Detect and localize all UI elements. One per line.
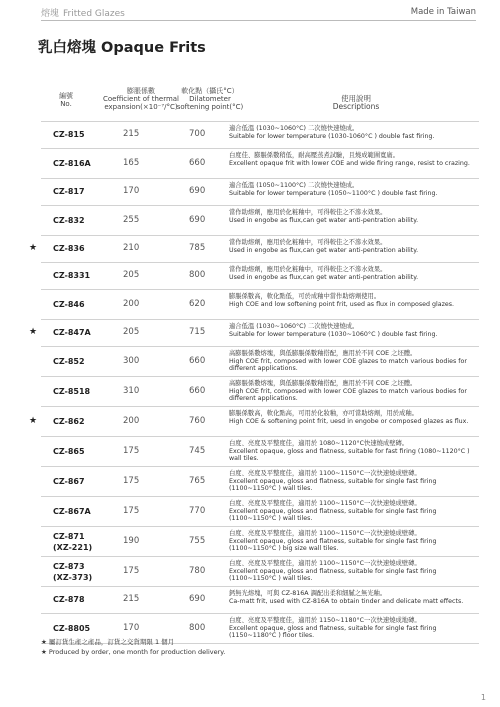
description-zh: 膨脹係數高，軟化點高，可用於化妝釉，亦可當助熔劑，用於成釉。: [229, 410, 418, 417]
frit-number: CZ-817: [53, 187, 85, 196]
description-en: High COE & softening point frit, uesd in engobe or composed glazes as flux.: [229, 417, 469, 425]
description: [229, 410, 475, 425]
description: [229, 266, 475, 281]
table-row: [41, 556, 479, 586]
frit-number: CZ-8805: [53, 623, 91, 633]
coe-value: 165: [123, 157, 140, 168]
table-row: [29, 319, 479, 346]
description-zh: 當作助熔劑，應用於化粧釉中，可得較佳之不滲水效果。: [229, 266, 387, 273]
table-row: [29, 235, 479, 262]
softening-point-value: 620: [189, 298, 206, 309]
frit-number: CZ-878: [53, 595, 85, 604]
description: [229, 560, 475, 583]
softening-point-value: 690: [189, 186, 206, 196]
coe-value: 310: [123, 385, 140, 396]
column-sp-en2: softening point(°C): [176, 103, 244, 111]
table-header: [41, 86, 479, 124]
category-en: Fritted Glazes: [63, 9, 125, 19]
description-zh: 高膨脹係數熔塊，與低膨脹係數釉搭配，應用於不同 COE 之坯體。: [229, 380, 417, 387]
column-header-no: [51, 92, 81, 108]
description-en: Suitable for lower temperature (1030-1060°C ) double fast firing.: [229, 132, 435, 140]
description-en: High COE frit, composed with lower COE glazes to match various bodies for different applications.: [229, 357, 467, 373]
softening-point-value: 765: [189, 475, 206, 486]
description-zh: 鈣無光熔塊，可與 CZ-816A 調配出柔和細膩之無光釉。: [229, 590, 387, 597]
description-en: Used in engobe as flux,can get water anti-pentration ability.: [229, 216, 419, 224]
softening-point-value: 745: [189, 445, 206, 456]
table-row: [41, 262, 479, 289]
description: [229, 350, 475, 373]
coe-value: 300: [123, 355, 140, 366]
table-row: [41, 289, 479, 319]
coe-value: 175: [123, 475, 140, 486]
table-row: [41, 526, 479, 556]
description: [229, 530, 475, 553]
frit-number: CZ-815: [53, 130, 85, 139]
description-en: Suitable for lower temperature (1050~1100°C ) double fast firing.: [229, 189, 438, 197]
coe-value: 205: [123, 327, 140, 337]
description-zh: 白度、亮度及平整度佳，適用於 1080~1120°C快速燒成壁磚。: [229, 440, 409, 447]
softening-point-value: 715: [189, 327, 206, 337]
description-zh: 適合低溫 (1030~1060°C) 二次燒快速燒成。: [229, 125, 359, 132]
description-en: Excellent opaque, gloss and flatness, suitable for single fast firing (1100~1150°C ) wall tiles.: [229, 507, 437, 523]
table-row: [41, 148, 479, 178]
description-zh: 白度、亮度及平整度佳，適用於 1100~1150°C一次快速燒成壁磚。: [229, 500, 421, 507]
frit-number: CZ-871 (XZ-221): [53, 531, 93, 552]
description-zh: 高膨脹係數熔塊，與低膨脹係數釉搭配，應用於不同 COE 之坯體。: [229, 350, 417, 357]
column-coe-en1: Coefficient of thermal: [102, 95, 180, 103]
order-star-icon: ★: [29, 243, 38, 253]
coe-value: 200: [123, 415, 140, 426]
softening-point-value: 700: [189, 129, 206, 139]
frit-number: CZ-847A: [53, 328, 91, 337]
coe-value: 215: [123, 129, 140, 139]
category-zh: 熔塊: [41, 9, 60, 19]
column-header-softening-point: [161, 87, 259, 111]
coe-value: 175: [123, 565, 140, 576]
column-no-zh: 編號: [59, 92, 73, 100]
page-title: 乳白熔塊 Opaque Frits: [38, 40, 206, 56]
description: [229, 617, 475, 640]
description-en: High COE frit, composed with lower COE glazes to match various bodies for different applications.: [229, 387, 467, 403]
table-row: [41, 346, 479, 376]
table-row: [41, 496, 479, 526]
softening-point-value: 660: [189, 385, 206, 396]
description: [229, 470, 475, 493]
softening-point-value: 690: [189, 214, 206, 225]
page-header: [0, 0, 500, 20]
table-row: [41, 205, 479, 235]
description: [229, 125, 475, 140]
table-row: [41, 466, 479, 496]
column-header-description: [261, 95, 451, 111]
description: [229, 182, 475, 197]
description: [229, 293, 475, 308]
table-row: [41, 178, 479, 205]
frit-number: CZ-816A: [53, 158, 91, 168]
description-zh: 適合低溫 (1050~1100°C) 二次燒快速燒成。: [229, 182, 359, 189]
column-desc-zh: 使用說明: [341, 94, 371, 103]
description-zh: 膨脹係數高，軟化點低，可於成釉中當作助熔劑使用。: [229, 293, 381, 300]
description-en: Excellent opaque, gloss and flatness, suitable for single fast firing (1100~1150°C ) wall tiles.: [229, 477, 437, 493]
coe-value: 170: [123, 622, 140, 633]
softening-point-value: 690: [189, 594, 206, 604]
description-zh: 當作助熔劑，應用於化粧釉中，可得較佳之不滲水效果。: [229, 239, 387, 246]
category-label: [41, 6, 125, 19]
description: [229, 323, 475, 338]
column-sp-en1: Dilatometer: [189, 95, 231, 103]
column-sp-zh: 軟化點（攝氏°C）: [181, 87, 239, 95]
description-en: Suitable for lower temperature (1030~1060°C ) double fast firing.: [229, 330, 438, 338]
order-star-icon: ★: [29, 415, 38, 426]
frit-table: [29, 121, 479, 644]
order-star-icon: ★: [29, 327, 38, 337]
coe-value: 170: [123, 186, 140, 196]
description-en: Ca-matt frit, used with CZ-816A to obtain tinder and delicate matt effects.: [229, 597, 464, 605]
softening-point-value: 780: [189, 565, 206, 576]
frit-number: CZ-867: [53, 476, 85, 486]
column-coe-en2: expansion(×10⁻⁷/°C): [104, 103, 178, 111]
description-zh: 白度、亮度及平整度佳，適用於 1150~1180°C一次快速燒成地磚。: [229, 617, 421, 624]
made-in-label: Made in Taiwan: [410, 7, 476, 17]
table-row: [41, 376, 479, 406]
description-en: Excellent opaque frit with lower COE and wide firing range, resist to crazing.: [229, 159, 470, 167]
coe-value: 175: [123, 445, 140, 456]
frit-number: CZ-8518: [53, 386, 91, 396]
description: [229, 440, 475, 463]
description-en: Excellent opaque, gloss and flatness, suitable for fast firing (1080~1120°C ) wall tiles.: [229, 447, 470, 463]
frit-number: CZ-8331: [53, 271, 91, 280]
description-zh: 適合低溫 (1030~1060°C) 二次燒快速燒成。: [229, 323, 359, 330]
description-en: Excellent opaque, gloss and flatness, suitable for single fast firing (1150~1180°C ) floor tiles.: [229, 624, 437, 640]
column-no-en: No.: [60, 100, 72, 108]
description-en: Used in engobe as flux,can get water anti-pentration ability.: [229, 273, 419, 281]
description-zh: 白度佳、膨脹係數稍低，耐高壓蒸煮試驗，且燒成範圍寬廣。: [229, 152, 400, 159]
footnote-zh: ★ 屬訂貨生產之產品，訂貨之交貨期限 1 個月: [41, 638, 175, 646]
softening-point-value: 785: [189, 243, 206, 253]
softening-point-value: 660: [189, 157, 206, 168]
softening-point-value: 760: [189, 415, 206, 426]
frit-number: CZ-852: [53, 356, 85, 366]
frit-number: CZ-862: [53, 416, 85, 426]
table-row: [41, 586, 479, 613]
description-zh: 白度、亮度及平整度佳，適用於 1100~1150°C一次快速燒成壁磚。: [229, 530, 421, 537]
coe-value: 215: [123, 594, 140, 604]
footnote-en: ★ Produced by order, one month for production delivery.: [41, 648, 226, 656]
coe-value: 200: [123, 298, 140, 309]
coe-value: 175: [123, 505, 140, 516]
column-coe-zh: 膨脹係數: [127, 87, 155, 95]
softening-point-value: 755: [189, 535, 206, 546]
description-en: Excellent opaque, gloss and flatness, suitable for single fast firing (1100~1150°C ) big size wall tiles.: [229, 537, 437, 553]
description: [229, 500, 475, 523]
header-divider: [41, 20, 476, 21]
frit-number: CZ-846: [53, 299, 85, 309]
description-zh: 當作助熔劑，應用於化粧釉中，可得較佳之不滲水效果。: [229, 209, 387, 216]
table-row: [41, 121, 479, 148]
softening-point-value: 800: [189, 622, 206, 633]
description-zh: 白度、亮度及平整度佳，適用於 1100~1150°C一次快速燒成壁磚。: [229, 470, 421, 477]
description-en: High COE and low softening point frit, used as flux in composed glazes.: [229, 300, 455, 308]
table-row: [29, 406, 479, 436]
frit-number: CZ-836: [53, 244, 85, 253]
frit-number: CZ-873 (XZ-373): [53, 561, 93, 582]
description-en: Excellent opaque, gloss and flatness, suitable for single fast firing (1100~1150°C ) wall tiles.: [229, 567, 437, 583]
description: [229, 590, 475, 605]
description: [229, 239, 475, 254]
page-number: 1: [480, 693, 486, 702]
table-row: [41, 436, 479, 466]
column-desc-en: Descriptions: [332, 102, 380, 111]
softening-point-value: 800: [189, 270, 206, 280]
description: [229, 380, 475, 403]
frit-number: CZ-832: [53, 215, 85, 225]
coe-value: 210: [123, 243, 140, 253]
coe-value: 190: [123, 535, 140, 546]
softening-point-value: 770: [189, 505, 206, 516]
softening-point-value: 660: [189, 355, 206, 366]
coe-value: 255: [123, 214, 140, 225]
frit-number: CZ-865: [53, 446, 85, 456]
description: [229, 152, 475, 167]
description: [229, 209, 475, 224]
frit-number: CZ-867A: [53, 506, 91, 516]
description-en: Used in engobe as flux,can get water anti-pentration ability.: [229, 246, 419, 254]
footnote: [41, 637, 225, 657]
coe-value: 205: [123, 270, 140, 280]
description-zh: 白度、亮度及平整度佳，適用於 1100~1150°C一次快速燒成壁磚。: [229, 560, 421, 567]
